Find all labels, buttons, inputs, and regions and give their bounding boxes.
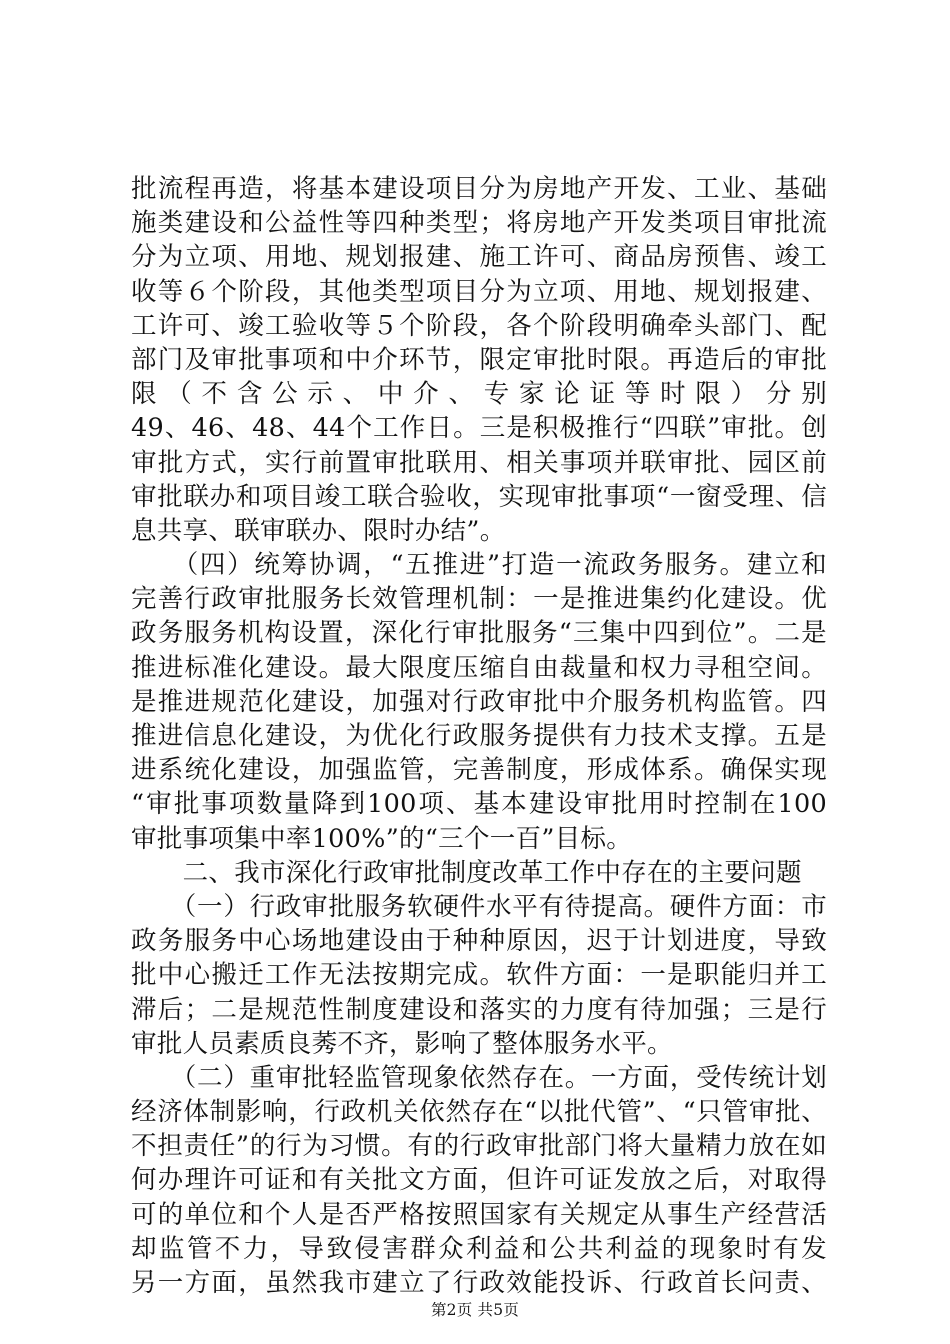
text-line: 推进信息化建设，为优化行政服务提供有力技术支撑。五是: [131, 721, 827, 751]
text-line: 审批人员素质良莠不齐，影响了整体服务水平。: [131, 1028, 673, 1059]
text-line: 政务服务中心场地建设由于种种原因，迟于计划进度，导致: [131, 926, 827, 957]
text-line: 滞后；二是规范性制度建设和落实的力度有待加强；三是行: [131, 994, 827, 1025]
document-body: [131, 172, 827, 1300]
page-number: 第2页 共5页: [430, 1301, 520, 1319]
text-line: 审批事项集中率100%”的“三个一百”目标。: [131, 823, 633, 854]
text-line: 推进标准化建设。最大限度压缩自由裁量和权力寻租空间。: [131, 652, 827, 683]
text-line: 分为立项、用地、规划报建、施工许可、商品房预售、竣工: [131, 242, 827, 273]
section-heading: 二、我市深化行政审批制度改革工作中存在的主要问题: [131, 857, 802, 888]
text-line: 息共享、联审联办、限时办结”。: [131, 515, 506, 546]
text-line: 批中心搬迁工作无法按期完成。软件方面：一是职能归并工: [131, 960, 827, 991]
text-line: 可的单位和个人是否严格按照国家有关规定从事生产经营活: [131, 1199, 827, 1230]
text-line: 政务服务机构设置，深化行审批服务“三集中四到位”。二是: [131, 618, 827, 649]
text-line: 经济体制影响，行政机关依然存在“以批代管”、“只管审批、: [131, 1097, 827, 1128]
text-line: 49、46、48、44个工作日。三是积极推行“四联”审批。创: [131, 413, 827, 444]
text-line: 批流程再造，将基本建设项目分为房地产开发、工业、基础: [131, 174, 827, 204]
text-line: 工许可、竣工验收等５个阶段，各个阶段明确牵头部门、配: [131, 310, 827, 341]
text-line: 审批联办和项目竣工联合验收，实现审批事项“一窗受理、信: [131, 481, 827, 512]
text-line: 施类建设和公益性等四种类型；将房地产开发类项目审批流: [131, 208, 827, 239]
text-line: 完善行政审批服务长效管理机制：一是推进集约化建设。优: [131, 584, 827, 615]
paragraph-heading-line: （二）重审批轻监管现象依然存在。一方面，受传统计划: [131, 1062, 827, 1093]
text-line: “审批事项数量降到100项、基本建设审批用时控制在100: [131, 789, 827, 820]
text-line: 部门及审批事项和中介环节，限定审批时限。再造后的审批: [131, 344, 827, 375]
paragraph-heading-line: （四）统筹协调，“五推进”打造一流政务服务。建立和: [131, 550, 827, 581]
text-line: 进系统化建设，加强监管，完善制度，形成体系。确保实现: [131, 755, 827, 786]
text-line: 是推进规范化建设，加强对行政审批中介服务机构监管。四: [131, 686, 827, 717]
text-line: 审批方式，实行前置审批联用、相关事项并联审批、园区前: [131, 447, 827, 478]
text-line: 不担责任”的行为习惯。有的行政审批部门将大量精力放在如: [131, 1131, 827, 1162]
paragraph-heading-line: （一）行政审批服务软硬件水平有待提高。硬件方面：市: [131, 891, 827, 922]
text-line: 另一方面，虽然我市建立了行政效能投诉、行政首长问责、: [131, 1268, 827, 1298]
text-line: 收等６个阶段，其他类型项目分为立项、用地、规划报建、: [131, 276, 827, 307]
text-line: 却监管不力，导致侵害群众利益和公共利益的现象时有发: [131, 1233, 827, 1264]
text-line: 何办理许可证和有关批文方面，但许可证发放之后，对取得: [131, 1165, 827, 1196]
page-footer: [0, 1298, 950, 1320]
text-line: 限 （ 不 含 公 示 、 中 介 、 专 家 论 证 等 时 限 ） 分 别: [131, 379, 827, 410]
